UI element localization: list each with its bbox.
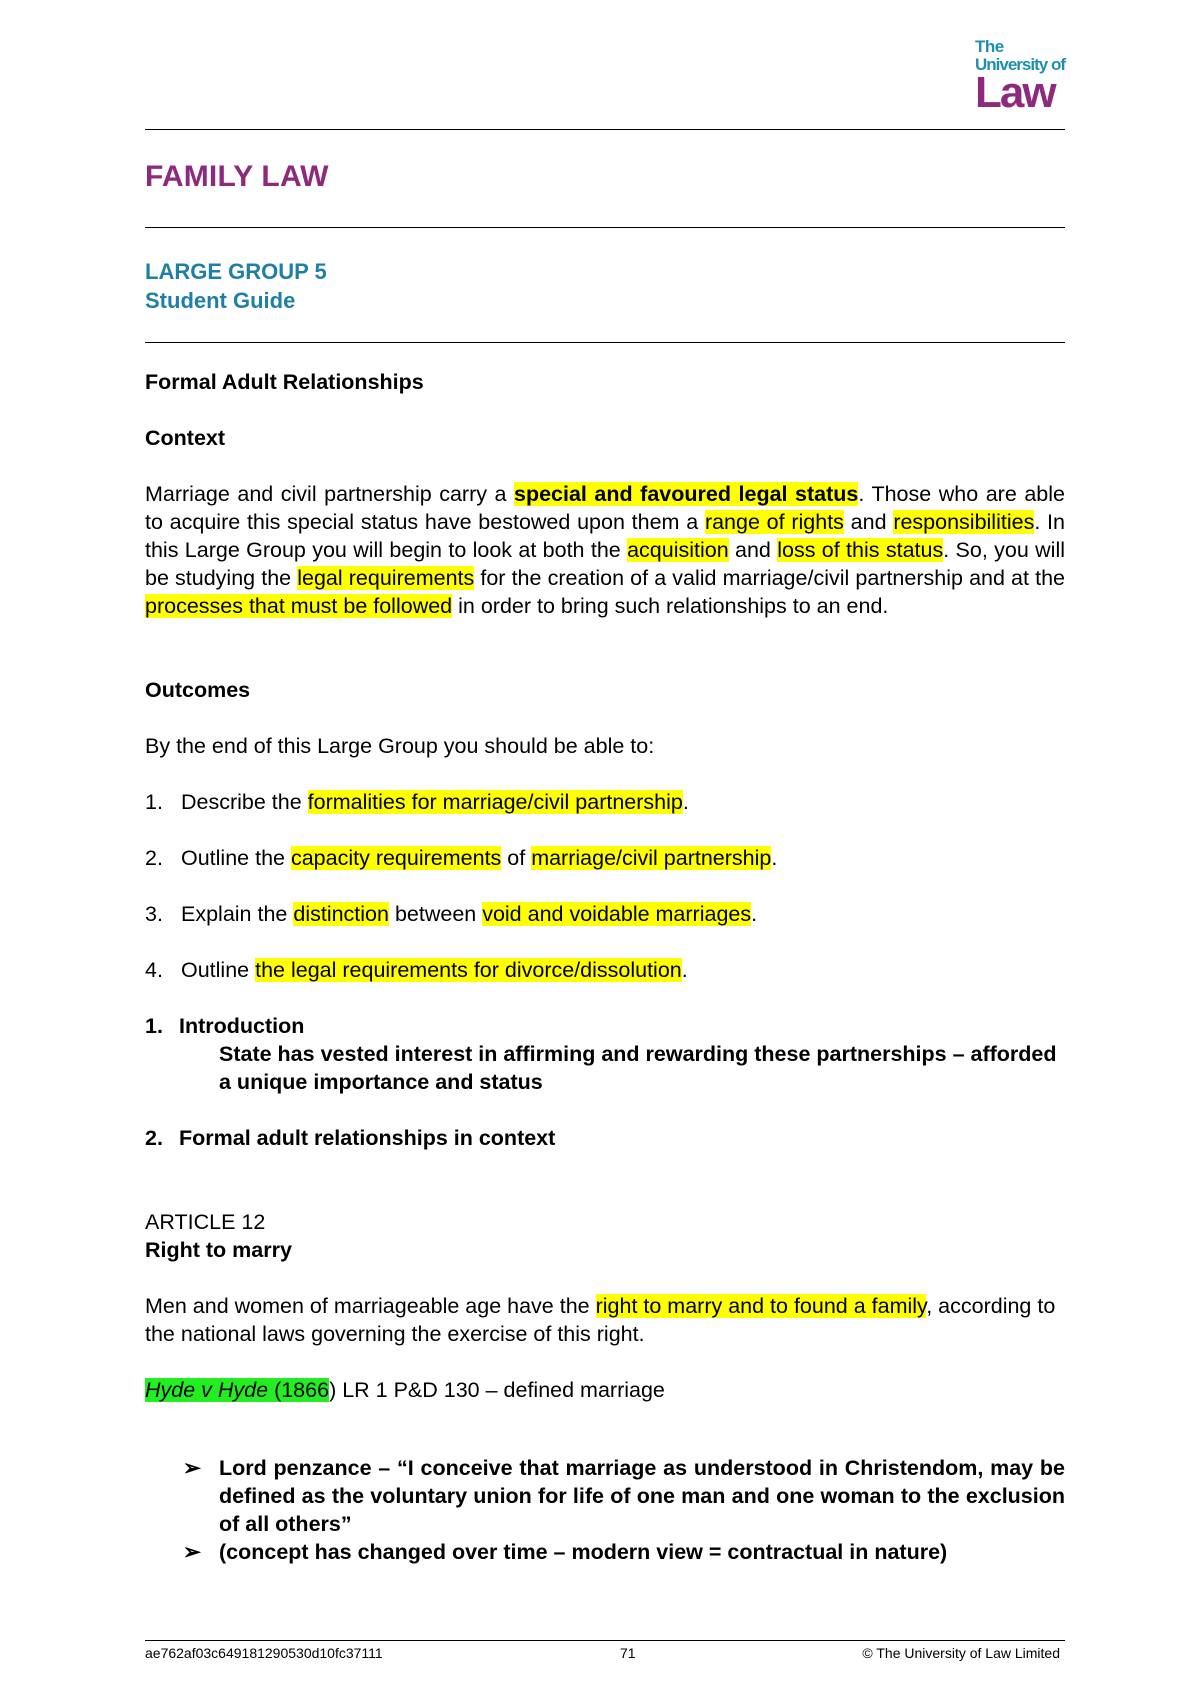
context-text: Marriage and civil partnership carry a: [145, 482, 514, 506]
arrow-bullet-icon: ➢: [183, 1540, 202, 1564]
large-group-subtitle: Student Guide: [145, 288, 296, 313]
item-number: 4.: [145, 958, 163, 982]
footer-page-number: 71: [620, 1645, 636, 1661]
bullet-text: Lord penzance – “I conceive that marriage as understood in Christendom, may be defined as the voluntary union for life of one man and one woman to the exclusion of all others”: [219, 1456, 1065, 1536]
footer-doc-id: ae762af03c649181290530d10fc37111: [145, 1645, 383, 1661]
highlight: capacity requirements: [290, 846, 502, 870]
logo-line-1: The: [975, 37, 1004, 56]
logo-line-3: Law: [975, 68, 1055, 117]
list-item: [145, 900, 1065, 928]
section-1-heading: [145, 1012, 1065, 1040]
document-title: FAMILY LAW: [145, 160, 329, 193]
item-text: .: [682, 790, 689, 814]
item-number: 3.: [145, 902, 163, 926]
section-title: Introduction: [179, 1014, 305, 1038]
section-1-note: State has vested interest in affirming and rewarding these partnerships – afforded a unique importance and status: [219, 1042, 1057, 1094]
highlight: legal requirements: [297, 566, 475, 590]
article-label: ARTICLE 12: [145, 1210, 266, 1234]
highlight: processes that must be followed: [145, 594, 453, 618]
case-rest: ) LR 1 P&D 130 – defined marriage: [329, 1378, 665, 1402]
highlight: special and favoured legal status: [514, 482, 859, 506]
context-text: and: [843, 510, 894, 534]
highlight: range of rights: [704, 510, 844, 534]
case-citation: [145, 1376, 1065, 1404]
document-body: [145, 368, 1065, 1566]
item-text: Outline: [181, 958, 256, 982]
bullet-text: (concept has changed over time – modern view = contractual in nature): [219, 1540, 948, 1564]
article-text-part: , according to the national laws governing the exercise of this right.: [145, 1294, 1056, 1346]
highlight: loss of this status: [777, 538, 944, 562]
logo-line-2: University of: [975, 55, 1065, 74]
section-heading: Formal Adult Relationships: [145, 370, 424, 394]
large-group-header: [145, 257, 327, 315]
university-of-law-logo: [975, 38, 1065, 115]
section-number: 1.: [145, 1014, 163, 1038]
item-text: .: [681, 958, 688, 982]
context-text: and: [728, 538, 778, 562]
highlight: void and voidable marriages: [482, 902, 752, 926]
highlight: marriage/civil partnership: [531, 846, 772, 870]
highlight: acquisition: [627, 538, 729, 562]
case-name: Hyde v Hyde: [145, 1378, 269, 1402]
highlight: distinction: [293, 902, 389, 926]
large-group-label: LARGE GROUP 5: [145, 259, 327, 284]
section-2-heading: [145, 1124, 1065, 1152]
article-text-part: Men and women of marriageable age have the: [145, 1294, 596, 1318]
item-text: of: [501, 846, 532, 870]
item-number: 1.: [145, 790, 163, 814]
arrow-bullet-icon: ➢: [183, 1456, 202, 1480]
spacer: [145, 872, 1065, 900]
page-footer: [145, 1640, 1065, 1661]
list-item: [145, 1538, 1065, 1566]
divider: [145, 342, 1065, 343]
context-text: for the creation of a valid marriage/civil partnership and at the: [474, 566, 1065, 590]
item-text: .: [751, 902, 758, 926]
case-year: (1866: [268, 1378, 330, 1402]
context-text: . So, you will be studying the: [145, 538, 1065, 590]
highlight: the legal requirements for divorce/dissolution: [255, 958, 682, 982]
list-item: [145, 1454, 1065, 1538]
context-paragraph: [145, 480, 1065, 620]
list-item: [145, 788, 1065, 816]
footer-copyright: © The University of Law Limited: [862, 1645, 1060, 1661]
divider: [145, 129, 1065, 130]
list-item: [145, 844, 1065, 872]
divider: [145, 227, 1065, 228]
highlight: right to marry and to found a family: [595, 1294, 927, 1318]
item-text: .: [771, 846, 778, 870]
highlight: responsibilities: [893, 510, 1035, 534]
spacer: [145, 816, 1065, 844]
outcomes-list: [145, 788, 1065, 984]
outcomes-intro: By the end of this Large Group you should be able to:: [145, 734, 655, 758]
item-number: 2.: [145, 846, 163, 870]
item-text: Outline the: [181, 846, 291, 870]
item-text: Explain the: [181, 902, 294, 926]
article-title: Right to marry: [145, 1238, 292, 1262]
spacer: [145, 928, 1065, 956]
context-text: . In this Large Group you will begin to look at both the: [145, 510, 1065, 562]
highlight: formalities for marriage/civil partnership: [307, 790, 683, 814]
item-text: between: [388, 902, 483, 926]
list-item: [145, 956, 1065, 984]
item-text: Describe the: [181, 790, 308, 814]
section-number: 2.: [145, 1126, 163, 1150]
article-text: [145, 1292, 1065, 1348]
context-text: . Those who are able to acquire this special status have bestowed upon them a: [145, 482, 1065, 534]
section-title: Formal adult relationships in context: [179, 1126, 556, 1150]
outcomes-heading: Outcomes: [145, 678, 251, 702]
context-heading: Context: [145, 426, 226, 450]
context-text: in order to bring such relationships to an end.: [452, 594, 889, 618]
bullet-list: [145, 1454, 1065, 1566]
